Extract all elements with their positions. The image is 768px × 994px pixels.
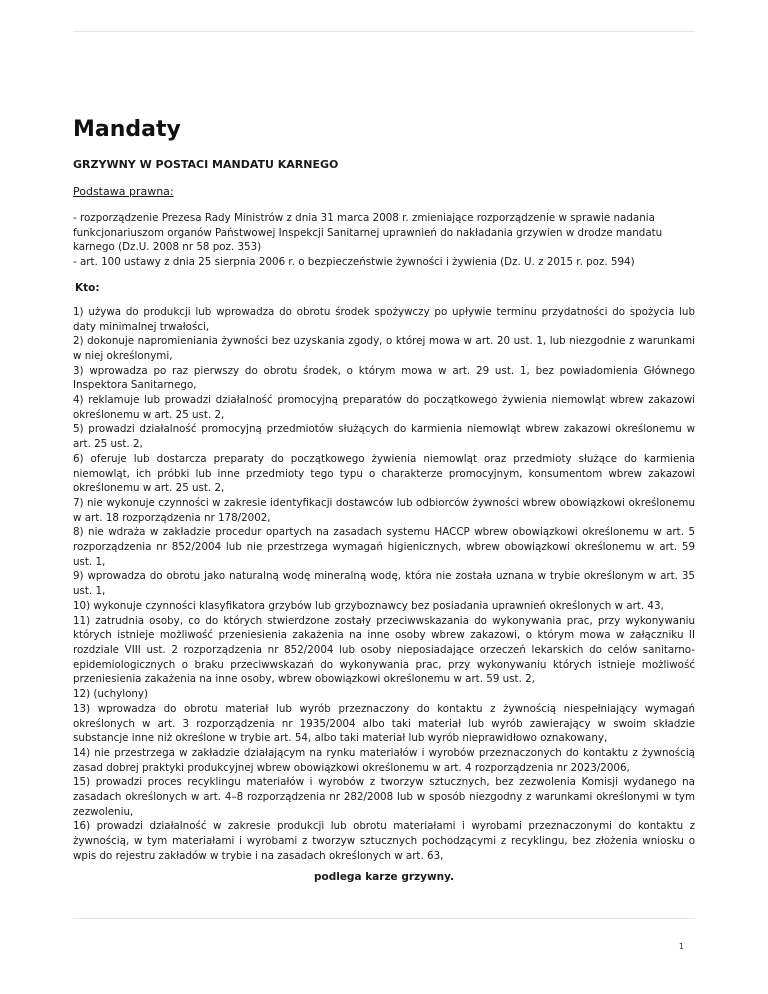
offense-item: 3) wprowadza po raz pierwszy do obrotu środek, o którym mowa w art. 29 ust. 1, bez powiadomienia Głównego Inspektora Sanitarnego,: [73, 364, 695, 392]
offense-item: 2) dokonuje napromieniania żywności bez uzyskania zgody, o której mowa w art. 20 ust. 1, lub niezgodnie z warunkami w niej określonymi,: [73, 335, 695, 362]
legal-basis-label: Podstawa prawna:: [73, 185, 174, 198]
offense-item: 9) wprowadza do obrotu jako naturalną wodę mineralną wodę, która nie została uznana w trybie określonym w art. 35 ust. 1,: [73, 570, 695, 598]
offense-item: 10) wykonuje czynności klasyfikatora grzybów lub grzyboznawcy bez posiadania uprawnień określonych w art. 43,: [73, 599, 664, 612]
offense-item: 8) nie wdraża w zakładzie procedur opartych na zasadach systemu HACCP wbrew obowiązkowi określonemu w art. 5 rozporządzenia nr 852/2004 lub nie przestrzega wymagań higienicznych, wbrew obowiązkowi określonemu w art. 59 ust. 1,: [73, 526, 695, 568]
top-divider: [73, 31, 695, 32]
bottom-divider: [73, 918, 695, 919]
page-number: 1: [678, 942, 684, 951]
who-label: Kto:: [75, 281, 100, 294]
legal-basis-item: - art. 100 ustawy z dnia 25 sierpnia 2006 r. o bezpieczeństwie żywności i żywienia (Dz. U. z 2015 r. poz. 594): [73, 256, 635, 269]
document-body: [73, 116, 695, 884]
offense-item: 11) zatrudnia osoby, co do których stwierdzone zostały przeciwwskazania do wykonywania prac, przy wykonywaniu których istnieje możliwość przeniesienia zakażenia na inne osoby wbrew zakazowi, o którym mowa w załączniku II rozdziale VIII ust. 2 rozporządzenia nr 852/2004 lub osoby nieposiadające orzeczeń lekarskich do celów sanitarno-epidemiologicznych o braku przeciwwskazań do wykonywania prac, przy wykonywaniu których istnieje możliwość przeniesienia zakażenia na inne osoby, wbrew obowiązkowi określonemu w art. 59 ust. 2,: [73, 614, 695, 686]
offense-item: 12) (uchylony): [73, 688, 149, 701]
offense-item: 14) nie przestrzega w zakładzie działającym na rynku materiałów i wyrobów przeznaczonych do kontaktu z żywnością zasad dobrej praktyki produkcyjnej wbrew obowiązkowi określonemu w art. 4 rozporządzenia nr 2023/2006,: [73, 746, 695, 774]
offense-item: 5) prowadzi działalność promocyjną przedmiotów służących do karmienia niemowląt wbrew zakazowi określonemu w art. 25 ust. 2,: [73, 423, 695, 451]
offense-item: 15) prowadzi proces recyklingu materiałów i wyrobów z tworzyw sztucznych, bez zezwolenia Komisji wydanego na zasadach określonych w art. 4–8 rozporządzenia nr 282/2008 lub w sposób niezgodny z warunkami określonymi w tym zezwoleniu,: [73, 776, 695, 818]
legal-basis: [73, 211, 695, 270]
offense-item: 16) prowadzi działalność w zakresie produkcji lub obrotu materiałami i wyrobami przeznaczonymi do kontaktu z żywnością, w tym materiałami i wyrobami z tworzyw sztucznych pochodzącymi z recyklingu, bez złożenia wniosku o wpis do rejestru zakładów w trybie i na zasadach określonych w art. 63,: [73, 820, 695, 862]
offense-list: [73, 305, 695, 864]
offense-item: 1) używa do produkcji lub wprowadza do obrotu środek spożywczy po upływie terminu przydatności do spożycia lub daty minimalnej trwałości,: [73, 305, 695, 333]
offense-item: 4) reklamuje lub prowadzi działalność promocyjną preparatów do początkowego żywienia niemowląt wbrew zakazowi określonemu w art. 25 ust. 2,: [73, 394, 695, 421]
offense-item: 6) oferuje lub dostarcza preparaty do początkowego żywienia niemowląt oraz przedmioty służące do karmienia niemowląt, ich próbki lub inne przedmioty tego typu o charakterze promocyjnym, konsumentom wbrew zakazowi określonemu w art. 25 ust. 2,: [73, 452, 695, 495]
section-subtitle: GRZYWNY W POSTACI MANDATU KARNEGO: [73, 158, 339, 171]
offense-item: 13) wprowadza do obrotu materiał lub wyrób przeznaczony do kontaktu z żywnością niespełniający wymagań określonych w art. 3 rozporządzenia nr 1935/2004 albo taki materiał lub wyrób zawierający w swoim składzie substancje inne niż określone w trybie art. 54, albo taki materiał lub wyrób nieprawidłowo oznakowany,: [73, 702, 695, 745]
offense-item: 7) nie wykonuje czynności w zakresie identyfikacji dostawców lub odbiorców żywności wbrew obowiązkowi określonemu w art. 18 rozporządzenia nr 178/2002,: [73, 496, 695, 524]
closing-statement: podlega karze grzywny.: [313, 870, 455, 883]
legal-basis-item: - rozporządzenie Prezesa Rady Ministrów z dnia 31 marca 2008 r. zmieniające rozporządzenie w sprawie nadania funkcjonariuszom organów Państwowej Inspekcji Sanitarnej uprawnień do nakładania grzywien w drodze mandatu karnego (Dz.U. 2008 nr 58 poz. 353): [73, 212, 663, 254]
page-title: Mandaty: [73, 117, 181, 142]
